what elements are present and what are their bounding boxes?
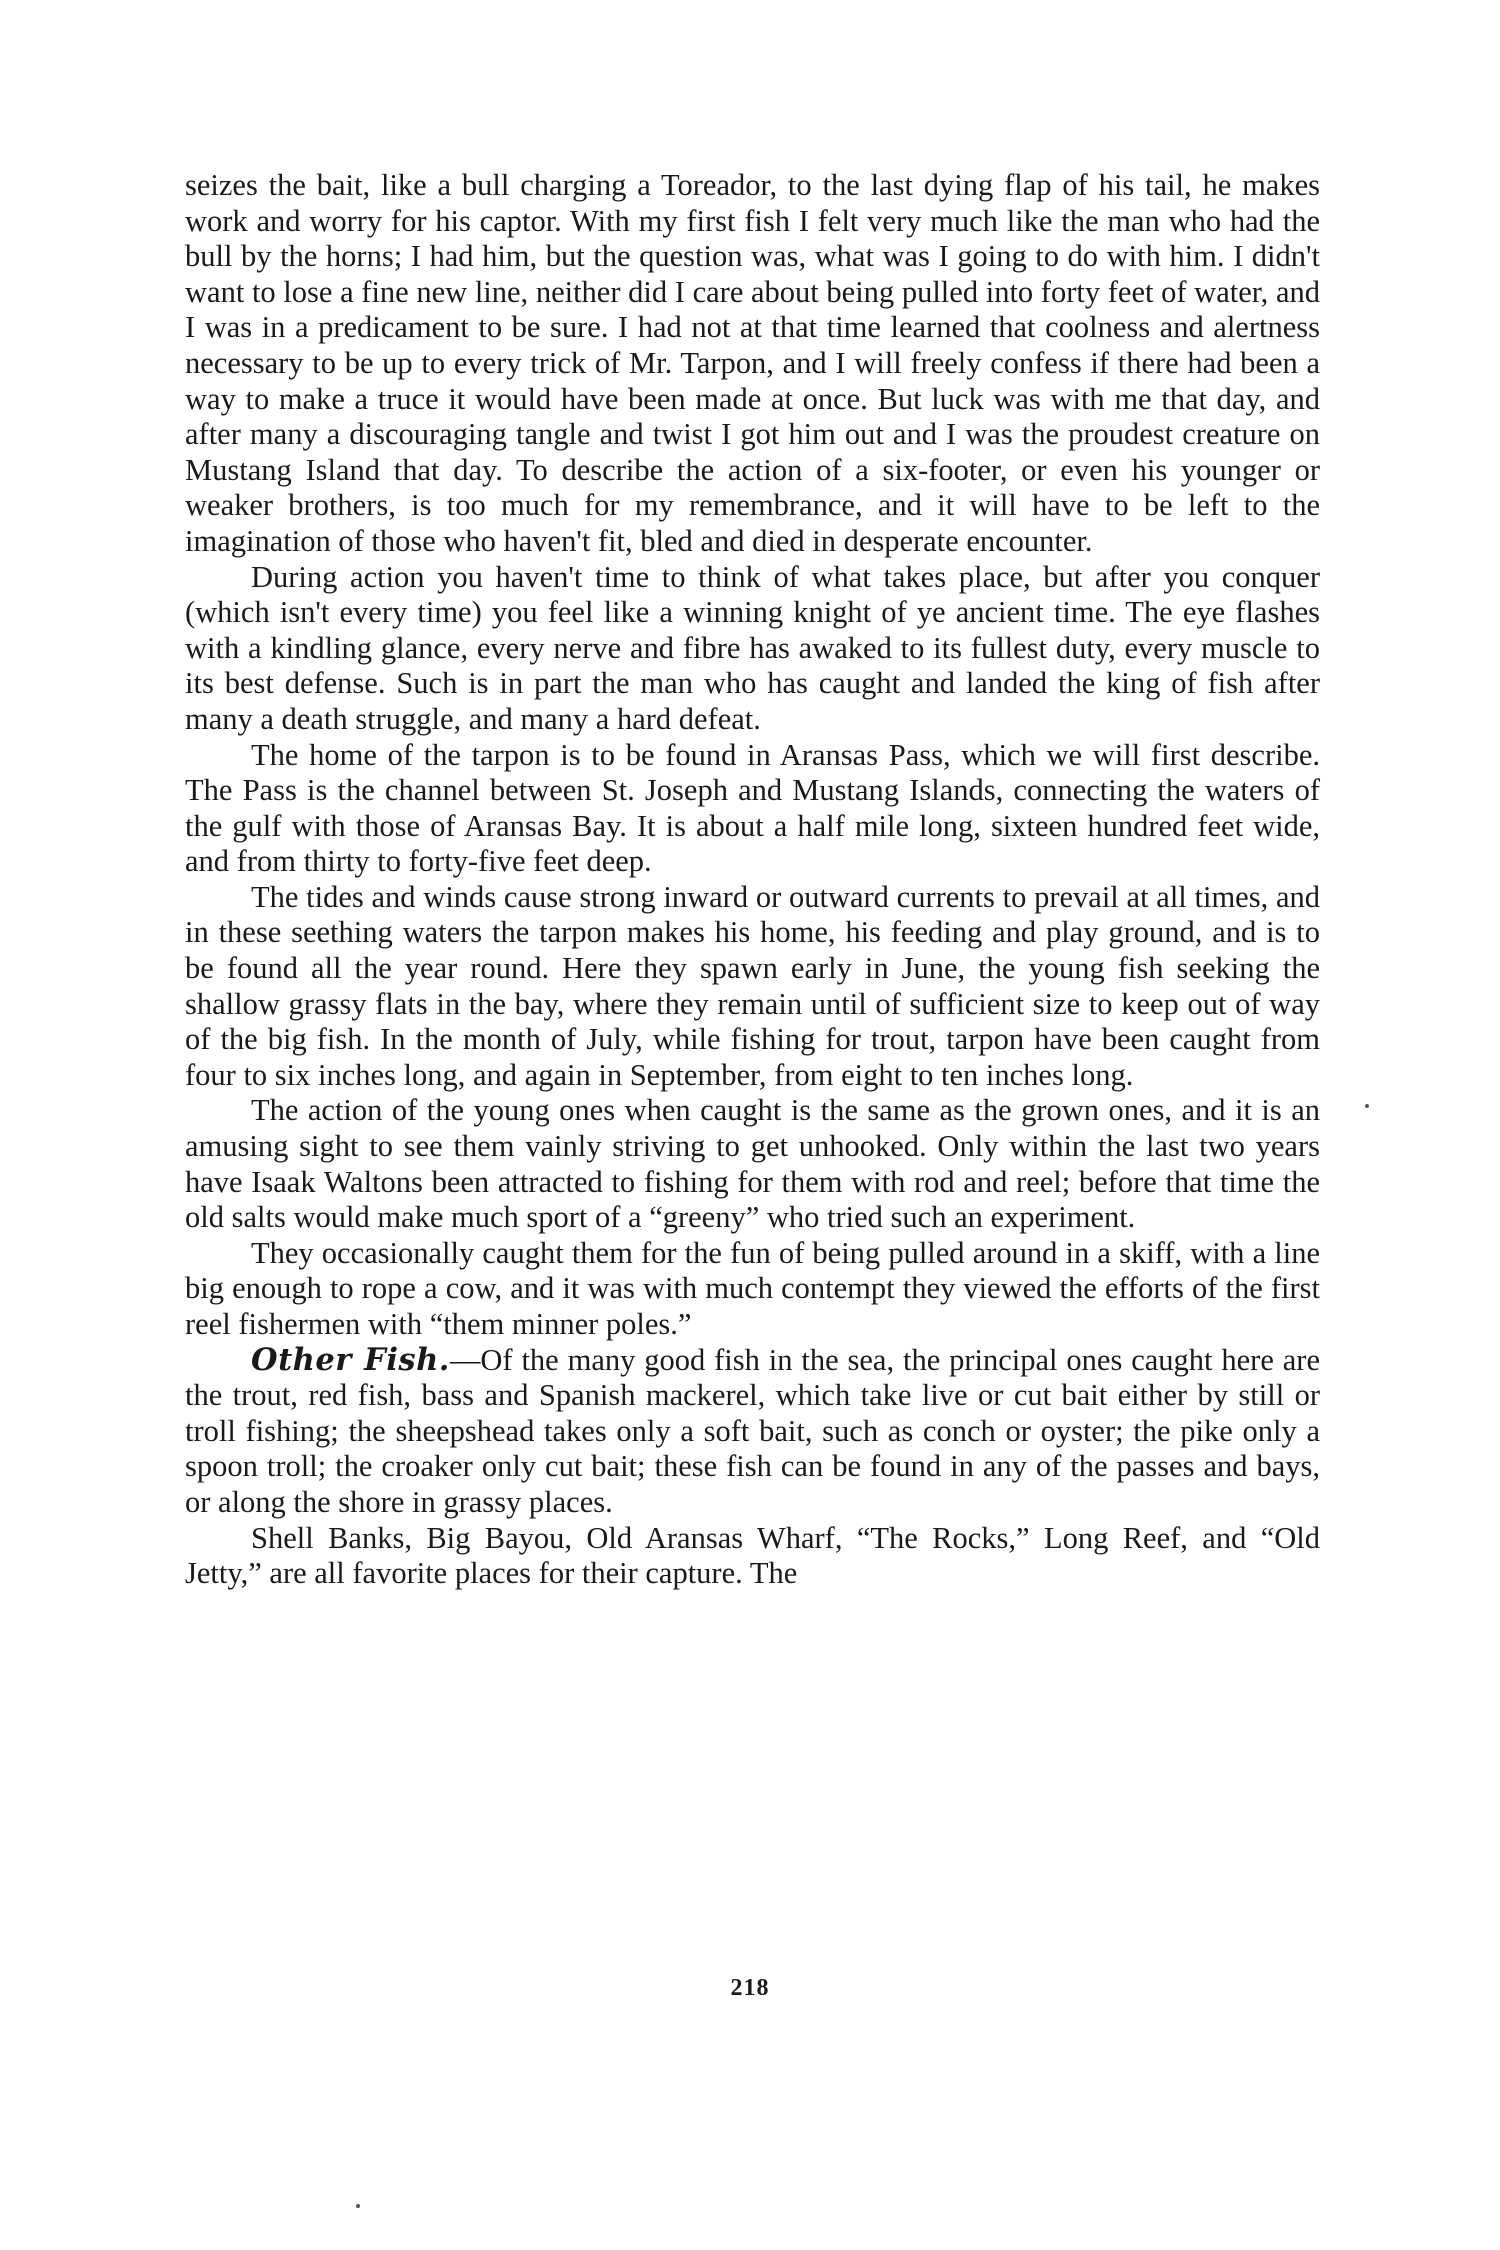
page-number: 218 <box>730 1975 770 2001</box>
paragraph-1: seizes the bait, like a bull charging a Toreador, to the last dying flap of his tail, he makes work and worry for his captor. With my first fish I felt very much like the man who had the bull by the horns; I had him, but the question was, what was I going to do with him. I didn't want to lose a fine new line, neither did I care about being pulled into forty feet of water, and I was in a predicament to be sure. I had not at that time learned that coolness and alertness necessary to be up to every trick of Mr. Tarpon, and I will freely confess if there had been a way to make a truce it would have been made at once. But luck was with me that day, and after many a discouraging tangle and twist I got him out and I was the proudest creature on Mustang Island that day. To describe the action of a six-footer, or even his younger or weaker brothers, is too much for my remembrance, and it will have to be left to the imagination of those who haven't fit, bled and died in desperate encounter. <box>185 168 1320 558</box>
scan-speck <box>1365 1104 1369 1108</box>
page-body <box>185 168 1320 1592</box>
other-fish-text: —Of the many good fish in the sea, the principal ones caught here are the trout, red fish, bass and Spanish mackerel, which take live or cut bait either by still or troll fishing; the sheepshead takes only a soft bait, such as conch or oyster; the pike only a spoon troll; the croaker only cut bait; these fish can be found in any of the passes and bays, or along the shore in grassy places. <box>185 1342 1320 1519</box>
paragraph-2: During action you haven't time to think of what takes place, but after you conquer (which isn't every time) you feel like a winning knight of ye ancient time. The eye flashes with a kindling glance, every nerve and fibre has awaked to its fullest duty, every muscle to its best defense. Such is in part the man who has caught and landed the king of fish after many a death struggle, and many a hard defeat. <box>185 559 1320 736</box>
paragraph-last: Shell Banks, Big Bayou, Old Aransas Wharf, “The Rocks,” Long Reef, and “Old Jetty,” are all favorite places for their capture. The <box>185 1520 1320 1591</box>
paragraph-3: The home of the tarpon is to be found in Aransas Pass, which we will first describe. The Pass is the channel between St. Joseph and Mustang Islands, connecting the waters of the gulf with those of Aransas Bay. It is about a half mile long, sixteen hundred feet wide, and from thirty to forty-five feet deep. <box>185 737 1320 879</box>
other-fish-heading: Other Fish. <box>251 1341 450 1378</box>
paragraph-other-fish <box>185 1343 1320 1521</box>
scan-speck <box>356 2204 360 2208</box>
paragraph-6: They occasionally caught them for the fun of being pulled around in a skiff, with a line big enough to rope a cow, and it was with much contempt they viewed the efforts of the first reel fishermen with “them minner poles.” <box>185 1235 1320 1341</box>
paragraph-4: The tides and winds cause strong inward or outward currents to prevail at all times, and in these seething waters the tarpon makes his home, his feeding and play ground, and is to be found all the year round. Here they spawn early in June, the young fish seeking the shallow grassy flats in the bay, where they remain until of sufficient size to keep out of way of the big fish. In the month of July, while fishing for trout, tarpon have been caught from four to six inches long, and again in September, from eight to ten inches long. <box>185 879 1320 1092</box>
paragraph-5: The action of the young ones when caught is the same as the grown ones, and it is an amusing sight to see them vainly striving to get unhooked. Only within the last two years have Isaak Waltons been attracted to fishing for them with rod and reel; before that time the old salts would make much sport of a “greeny” who tried such an experiment. <box>185 1093 1320 1235</box>
